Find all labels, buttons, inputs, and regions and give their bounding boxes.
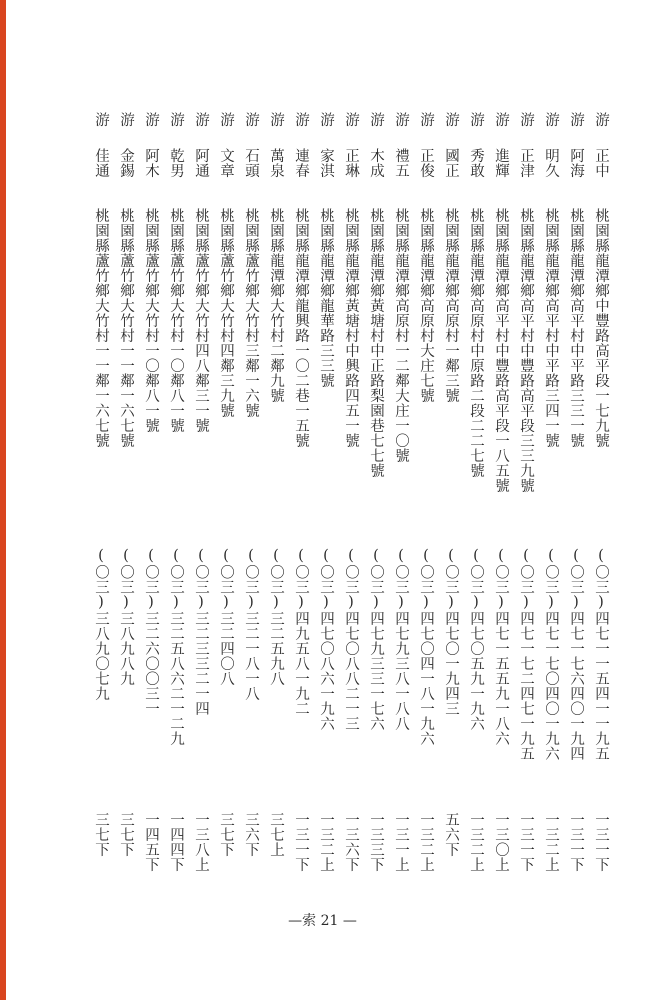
phone-number: (〇三)三八九〇七九 (93, 548, 109, 701)
given-name: 阿木 (143, 148, 159, 178)
page-reference: 一三二上 (318, 812, 334, 872)
surname: 游 (493, 112, 509, 127)
phone-number: (〇三)四九五八一九二 (293, 548, 309, 716)
entry-column (190, 112, 212, 892)
entry-column (415, 112, 437, 892)
given-name: 正俊 (418, 148, 434, 178)
surname: 游 (518, 112, 534, 127)
page-edge-stripe (0, 0, 6, 1000)
phone-number: (〇三)四七〇四一八一九六 (418, 548, 434, 746)
page-reference: 一三二上 (468, 812, 484, 872)
address: 桃園縣龍潭鄉黃塘村中興路四五一號 (343, 208, 359, 448)
phone-number: (〇三)四七〇五九一九六 (468, 548, 484, 731)
surname: 游 (293, 112, 309, 127)
phone-number: (〇三)三二五九八 (268, 548, 284, 686)
address: 桃園縣龍潭鄉高原村一鄰三號 (443, 208, 459, 403)
address: 桃園縣龍潭鄉大竹村二鄰九號 (268, 208, 284, 403)
entry-column (440, 112, 462, 892)
page-reference: 一三二上 (543, 812, 559, 872)
surname: 游 (418, 112, 434, 127)
given-name: 乾男 (168, 148, 184, 178)
page-reference: 一三一上 (393, 812, 409, 872)
page-reference: 一四五下 (143, 812, 159, 872)
given-name: 佳通 (93, 148, 109, 178)
given-name: 正中 (593, 148, 609, 178)
phone-number: (〇三)三八九八九 (118, 548, 134, 686)
page-reference: 一三二上 (418, 812, 434, 872)
page-reference: 一三一下 (518, 812, 534, 872)
given-name: 國正 (443, 148, 459, 178)
surname: 游 (143, 112, 159, 127)
surname: 游 (218, 112, 234, 127)
address: 桃園縣龍潭鄉高原村大庄七號 (418, 208, 434, 403)
surname: 游 (243, 112, 259, 127)
surname: 游 (343, 112, 359, 127)
phone-number: (〇三)三二五八六二一二九 (168, 548, 184, 746)
entry-column (265, 112, 287, 892)
page-reference: 一三一下 (593, 812, 609, 872)
entry-column (215, 112, 237, 892)
address: 桃園縣龍潭鄉黃塘村中正路梨園巷七七號 (368, 208, 384, 478)
given-name: 秀敢 (468, 148, 484, 178)
page-reference: 一三三下 (368, 812, 384, 872)
surname: 游 (468, 112, 484, 127)
address: 桃園縣龍潭鄉高平村中豐路高平段三三九號 (518, 208, 534, 493)
page-reference: 一四四下 (168, 812, 184, 872)
entry-column (240, 112, 262, 892)
surname: 游 (318, 112, 334, 127)
entry-column (565, 112, 587, 892)
phone-number: (〇三)四七一一五四一一九五 (593, 548, 609, 761)
page-reference: 三六下 (243, 812, 259, 857)
page-reference: 一三〇上 (493, 812, 509, 872)
address: 桃園縣龍潭鄉高平村中豐路高平段一八五號 (493, 208, 509, 493)
given-name: 石頭 (243, 148, 259, 178)
address: 桃園縣龍潭鄉高平村中平路三三一號 (568, 208, 584, 448)
address: 桃園縣蘆竹鄉大竹村一一鄰一六七號 (118, 208, 134, 448)
page-reference: 一三一下 (293, 812, 309, 872)
page-reference: 一三八上 (193, 812, 209, 872)
phone-number: (〇三)四七一七二四七一九五 (518, 548, 534, 761)
address: 桃園縣龍潭鄉中豐路高平段一七九號 (593, 208, 609, 448)
page-number: —索 21 — (288, 913, 357, 929)
address: 桃園縣龍潭鄉高原村一二鄰大庄一〇號 (393, 208, 409, 463)
phone-number: (〇三)三二六〇〇三一 (143, 548, 159, 716)
entry-column (490, 112, 512, 892)
entry-column (315, 112, 337, 892)
entry-column (465, 112, 487, 892)
given-name: 木成 (368, 148, 384, 178)
surname: 游 (268, 112, 284, 127)
given-name: 連春 (293, 148, 309, 178)
phone-number: (〇三)四七九三八一八八 (393, 548, 409, 731)
page-reference: 三七下 (118, 812, 134, 857)
address: 桃園縣龍潭鄉龍興路一〇二巷一五號 (293, 208, 309, 448)
entry-column (165, 112, 187, 892)
surname: 游 (168, 112, 184, 127)
entry-column (515, 112, 537, 892)
phone-number: (〇三)三二三三二一四 (193, 548, 209, 716)
surname: 游 (568, 112, 584, 127)
page-reference: 一三六下 (343, 812, 359, 872)
surname: 游 (368, 112, 384, 127)
page-reference: 五六下 (443, 812, 459, 857)
index-table (78, 112, 614, 892)
page-reference: 三七下 (93, 812, 109, 857)
entry-column (390, 112, 412, 892)
page-reference: 三七上 (268, 812, 284, 857)
surname: 游 (593, 112, 609, 127)
entry-column (590, 112, 612, 892)
given-name: 進輝 (493, 148, 509, 178)
surname: 游 (443, 112, 459, 127)
surname: 游 (93, 112, 109, 127)
surname: 游 (193, 112, 209, 127)
given-name: 文章 (218, 148, 234, 178)
address: 桃園縣龍潭鄉高平村中平路三四一號 (543, 208, 559, 448)
surname: 游 (118, 112, 134, 127)
given-name: 明久 (543, 148, 559, 178)
given-name: 正琳 (343, 148, 359, 178)
phone-number: (〇三)四七一五五九一八六 (493, 548, 509, 746)
phone-number: (〇三)四七一七〇四〇一九六 (543, 548, 559, 761)
phone-number: (〇三)四七九三三一七六 (368, 548, 384, 731)
entry-column (540, 112, 562, 892)
phone-number: (〇三)四七〇一九四三 (443, 548, 459, 716)
phone-number: (〇三)四七〇八八二一三 (343, 548, 359, 731)
given-name: 金錫 (118, 148, 134, 178)
address: 桃園縣蘆竹鄉大竹村三鄰一六號 (243, 208, 259, 418)
entry-column (340, 112, 362, 892)
page-reference: 三七下 (218, 812, 234, 857)
address: 桃園縣蘆竹鄉大竹村一〇鄰八一號 (143, 208, 159, 433)
address: 桃園縣龍潭鄉高原村中原路二段二二七號 (468, 208, 484, 478)
given-name: 禮五 (393, 148, 409, 178)
given-name: 阿海 (568, 148, 584, 178)
phone-number: (〇三)三二四〇八 (218, 548, 234, 686)
entry-column (140, 112, 162, 892)
given-name: 萬泉 (268, 148, 284, 178)
entry-column (90, 112, 112, 892)
address: 桃園縣龍潭鄉龍華路三三號 (318, 208, 334, 388)
phone-number: (〇三)四七〇八六一九六 (318, 548, 334, 731)
phone-number: (〇三)三二一八一八 (243, 548, 259, 701)
address: 桃園縣蘆竹鄉大竹村一一鄰一六七號 (93, 208, 109, 448)
address: 桃園縣蘆竹鄉大竹村四八鄰三一號 (193, 208, 209, 433)
surname: 游 (543, 112, 559, 127)
entry-column (290, 112, 312, 892)
entry-column (115, 112, 137, 892)
given-name: 家淇 (318, 148, 334, 178)
surname: 游 (393, 112, 409, 127)
given-name: 阿通 (193, 148, 209, 178)
given-name: 正津 (518, 148, 534, 178)
address: 桃園縣蘆竹鄉大竹村一〇鄰八一號 (168, 208, 184, 433)
page-reference: 一三一下 (568, 812, 584, 872)
phone-number: (〇三)四七一七六四〇一九四 (568, 548, 584, 761)
address: 桃園縣蘆竹鄉大竹村四鄰三九號 (218, 208, 234, 418)
entry-column (365, 112, 387, 892)
